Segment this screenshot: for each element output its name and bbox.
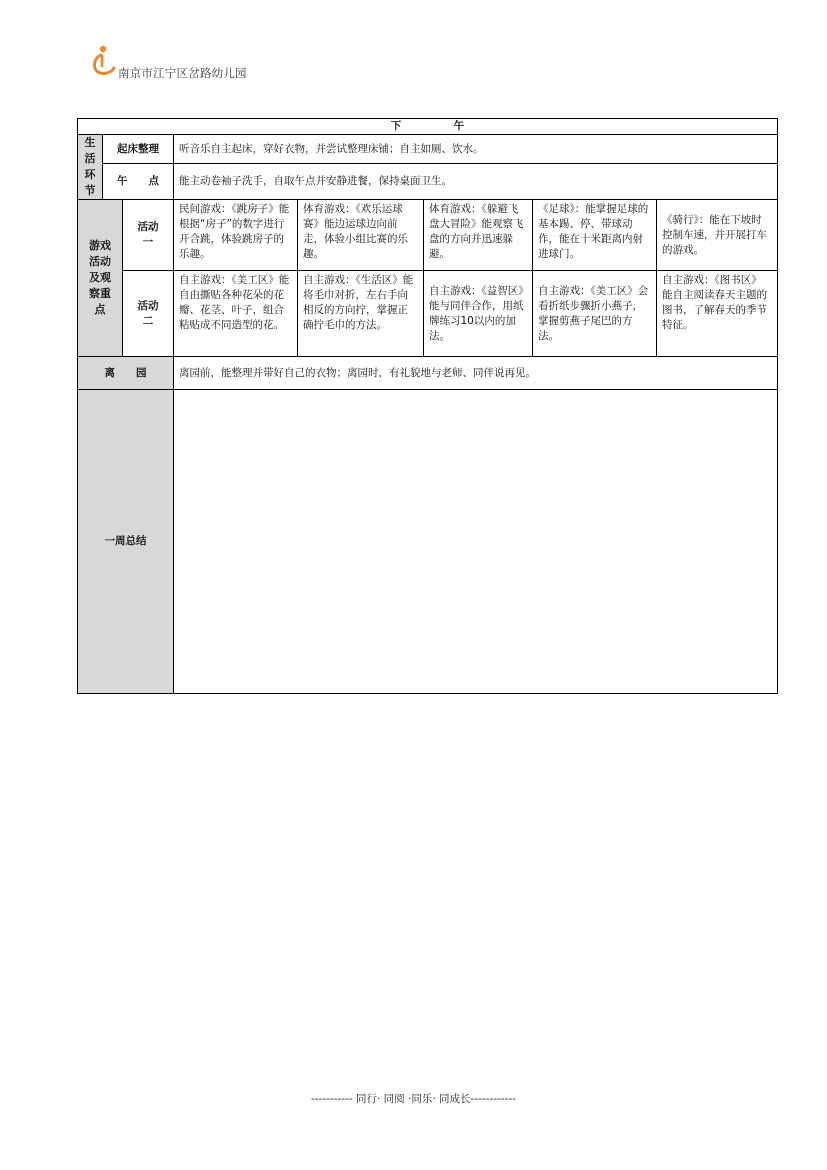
school-name: 南京市江宁区岔路幼儿园 [118, 66, 247, 80]
afternoon-plan-table [77, 118, 778, 694]
page-footer: ----------- 同行· 同阅 ·同乐· 同成长------------ [310, 1093, 516, 1105]
activity-two-cell-5: 自主游戏：《图书区》能自主阅读春天主题的图书，了解春天的季节特征。 [657, 271, 778, 357]
activity-one-cell-2: 体育游戏：《欢乐运球赛》能边运球边向前走，体验小组比赛的乐趣。 [298, 200, 424, 271]
activity-one-label [123, 200, 174, 271]
activity-one-label-text: 活动一 [137, 221, 159, 248]
activity-two-cell-2: 自主游戏：《生活区》能将毛巾对折，左右手向相反的方向拧，掌握正确拧毛巾的方法。 [298, 271, 424, 357]
leave-label: 离 园 [78, 357, 174, 390]
activity-two-label-text: 活动二 [137, 299, 159, 327]
activity-two-cell-4: 自主游戏：《美工区》会看折纸步骤折小燕子，掌握剪燕子尾巴的方法。 [533, 271, 657, 357]
life-section-label [78, 135, 103, 200]
snack-content: 能主动卷袖子洗手，自取午点并安静进餐，保持桌面卫生。 [174, 164, 778, 200]
leave-content: 离园前，能整理并带好自己的衣物；离园时，有礼貌地与老师、同伴说再见。 [174, 357, 778, 390]
wakeup-label: 起床整理 [103, 135, 174, 164]
activity-two-cell-3: 自主游戏：《益智区》能与同伴合作，用纸牌练习10以内的加法。 [424, 271, 533, 357]
activity-one-cell-4: 《足球》：能掌握足球的基本踢、停、带球动作，能在十米距离内射进球门。 [533, 200, 657, 271]
activity-two-cell-1: 自主游戏：《美工区》能自由撕贴各种花朵的花瓣、花茎、叶子，组合粘贴成不同造型的花。 [174, 271, 298, 357]
life-section-label-text: 生活环节 [84, 136, 96, 197]
game-section-label-text: 游戏活动及观察重点 [89, 239, 111, 316]
activity-one-cell-3: 体育游戏：《躲避飞盘大冒险》能观察飞盘的方向并迅速躲避。 [424, 200, 533, 271]
weekly-summary-content[interactable] [174, 390, 778, 694]
activity-two-label [123, 271, 174, 357]
section-title: 下 午 [78, 119, 778, 135]
snack-label: 午 点 [103, 164, 174, 200]
game-section-label [78, 200, 123, 357]
weekly-summary-label: 一周总结 [78, 390, 174, 694]
activity-one-cell-1: 民间游戏：《跳房子》能根据“房子”的数字进行开合跳，体验跳房子的乐趣。 [174, 200, 298, 271]
activity-one-cell-5: 《骑行》：能在下坡时控制车速，并开展打车的游戏。 [657, 200, 778, 271]
school-logo-icon [90, 44, 118, 78]
wakeup-content: 听音乐自主起床，穿好衣物，并尝试整理床铺；自主如厕、饮水。 [174, 135, 778, 164]
